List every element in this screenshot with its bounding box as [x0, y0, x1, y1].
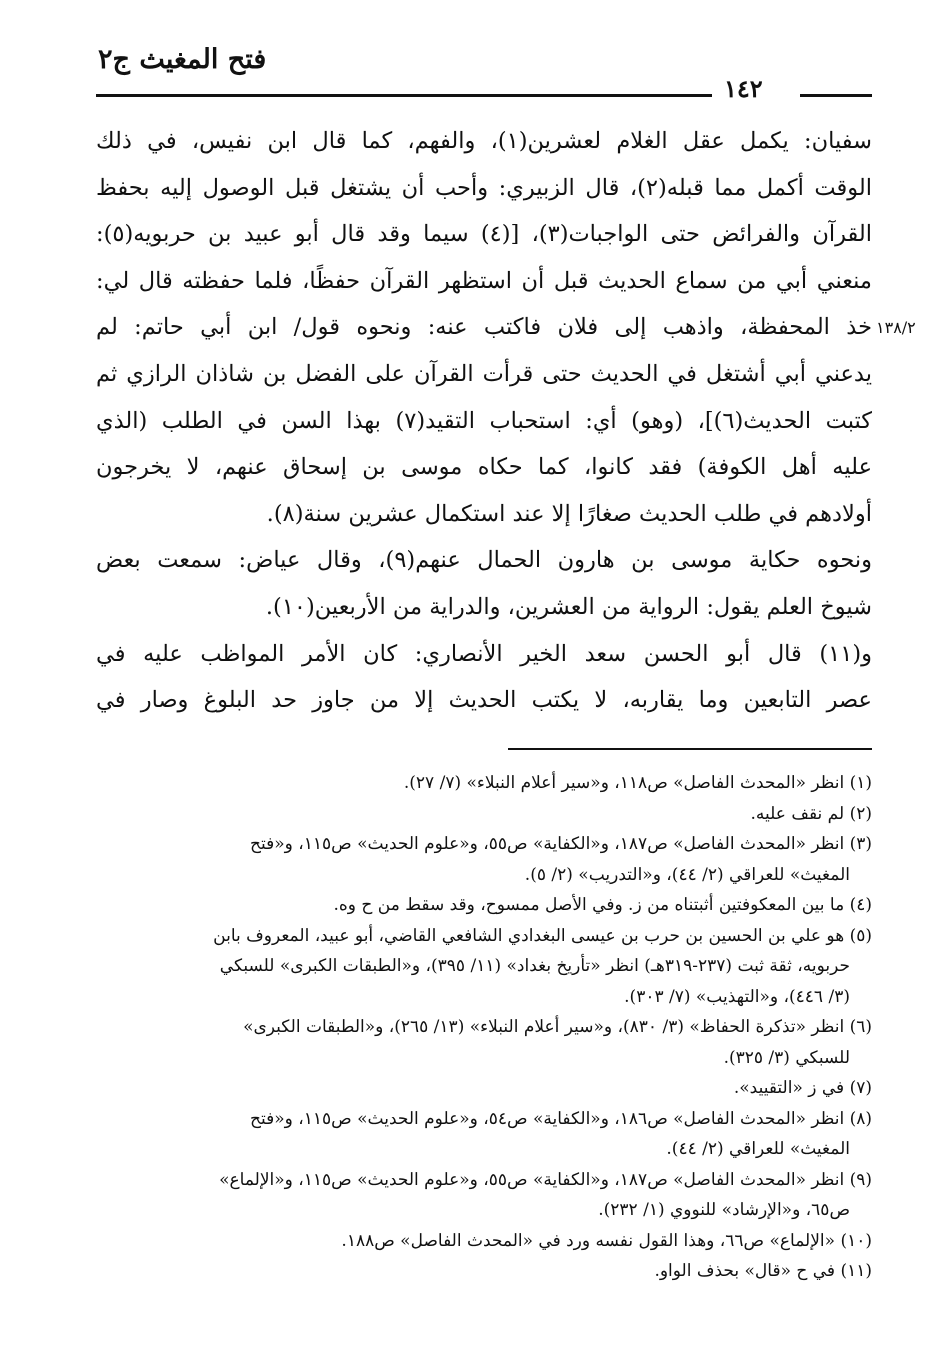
text-line: شيوخ العلم يقول: الرواية من العشرين، والدراية من الأربعين(١٠). [265, 593, 872, 620]
page-number: ١٤٢ [724, 74, 763, 103]
footnote-3: (٣) انظر «المحدث الفاصل» ص١٨٧، و«الكفاية» ص٥٥، و«علوم الحديث» ص١١٥، و«فتح [250, 834, 872, 854]
footnotes [96, 768, 872, 1287]
footnote-11: (١١) في ح «قال» بحذف الواو. [654, 1261, 872, 1281]
footnote-5: (٥) هو علي بن الحسين بن حرب بن عيسى البغدادي الشافعي القاضي، أبو عبيد، المعروف بابن [213, 925, 872, 946]
text-line: الوقت أكمل مما قبله(٢)، قال الزبيري: وأحب أن يشتغل قبل الوصول إليه بحفظ [96, 174, 872, 201]
main-text [96, 118, 872, 724]
text-line: القرآن والفرائض حتى الواجبات(٣)، [(٤) سيما وقد قال أبو عبيد بن حربويه(٥): [96, 221, 872, 248]
text-line: عصر التابعين وما يقاربه، لا يكتب الحديث إلا من جاوز حد البلوغ وصار في [96, 687, 872, 714]
footnote-2: (٢) لم نقف عليه. [750, 803, 872, 824]
footnote-8-continued: المغيث» للعراقي (٢/ ٤٤). [666, 1139, 850, 1159]
footnote-9: (٩) انظر «المحدث الفاصل» ص١٨٧، و«الكفاية» ص٥٥، و«علوم الحديث» ص١١٥، و«الإلماع» [219, 1169, 872, 1190]
footnote-separator [508, 748, 872, 750]
footnote-3-continued: المغيث» للعراقي (٢/ ٤٤)، و«التدريب» (٢/ ٥). [524, 864, 850, 885]
footnote-5-continued: حربويه، ثقة ثبت (٢٣٧-٣١٩هـ) انظر «تأريخ بغداد» (١١/ ٣٩٥)، و«الطبقات الكبرى» للسبكي [219, 956, 850, 976]
text-line: خذ المحفظة، واذهب إلى فلان فاكتب عنه: ونحوه قول/ ابن أبي حاتم: لم [96, 314, 872, 341]
footnote-8: (٨) انظر «المحدث الفاصل» ص١٨٦، و«الكفاية» ص٥٤، و«علوم الحديث» ص١١٥، و«فتح [250, 1108, 872, 1129]
footnote-9-continued: ص٦٥، و«الإرشاد» للنووي (١/ ٢٣٢). [598, 1200, 850, 1220]
text-line: يدعني أبي أشتغل في الحديث حتى قرأت القرآن على الفضل بن شاذان الرازي ثم [96, 360, 872, 387]
header-rule [96, 94, 712, 97]
text-line: سفيان: يكمل عقل الغلام لعشرين(١)، والفهم، كما قال ابن نفيس، في ذلك [96, 128, 872, 154]
footnote-6-continued: للسبكي (٣/ ٣٢٥). [723, 1047, 850, 1068]
text-line: أولادهم في طلب الحديث صغارًا إلا عند استكمال عشرين سنة(٨). [266, 500, 872, 527]
footnote-4: (٤) ما بين المعكوفتين أثبتناه من ز. وفي الأصل ممسوح، وقد سقط من ح وه. [333, 895, 872, 915]
text-line: ونحوه حكاية موسى بن هارون الحمال عنهم(٩)، وقال عياض: سمعت بعض [96, 547, 872, 574]
book-title: فتح المغيث ج٢ [98, 44, 267, 75]
footnote-5-continued: (٣/ ٤٤٦)، و«التهذيب» (٧/ ٣٠٣). [624, 986, 850, 1007]
header-rule-short [800, 94, 872, 97]
text-line: و(١١) قال أبو الحسن سعد الخير الأنصاري: كان الأمر المواظب عليه في [96, 640, 872, 667]
text-line: منعني أبي من سماع الحديث قبل أن استظهر القرآن حفظًا، فلما حفظته قال لي: [96, 267, 872, 294]
footnote-7: (٧) في ز «التقييد». [733, 1078, 872, 1098]
text-line: عليه أهل الكوفة) فقد كانوا، كما حكاه موسى بن إسحاق عنهم، لا يخرجون [96, 454, 872, 481]
footnote-10: (١٠) «الإلماع» ص٦٦، وهذا القول نفسه ورد في «المحدث الفاصل» ص١٨٨. [341, 1230, 872, 1251]
margin-note: ١٣٨/٢ [876, 318, 916, 337]
footnote-6: (٦) انظر «تذكرة الحفاظ» (٣/ ٨٣٠)، و«سير أعلام النبلاء» (١٣/ ٢٦٥)، و«الطبقات الكبرى» [243, 1017, 872, 1037]
text-line: كتبت الحديث(٦)]، (وهو) أي: استحباب التقيد(٧) بهذا السن في الطلب (الذي [96, 407, 872, 434]
footnote-1: (١) انظر «المحدث الفاصل» ص١١٨، و«سير أعلام النبلاء» (٧/ ٢٧). [403, 773, 872, 793]
